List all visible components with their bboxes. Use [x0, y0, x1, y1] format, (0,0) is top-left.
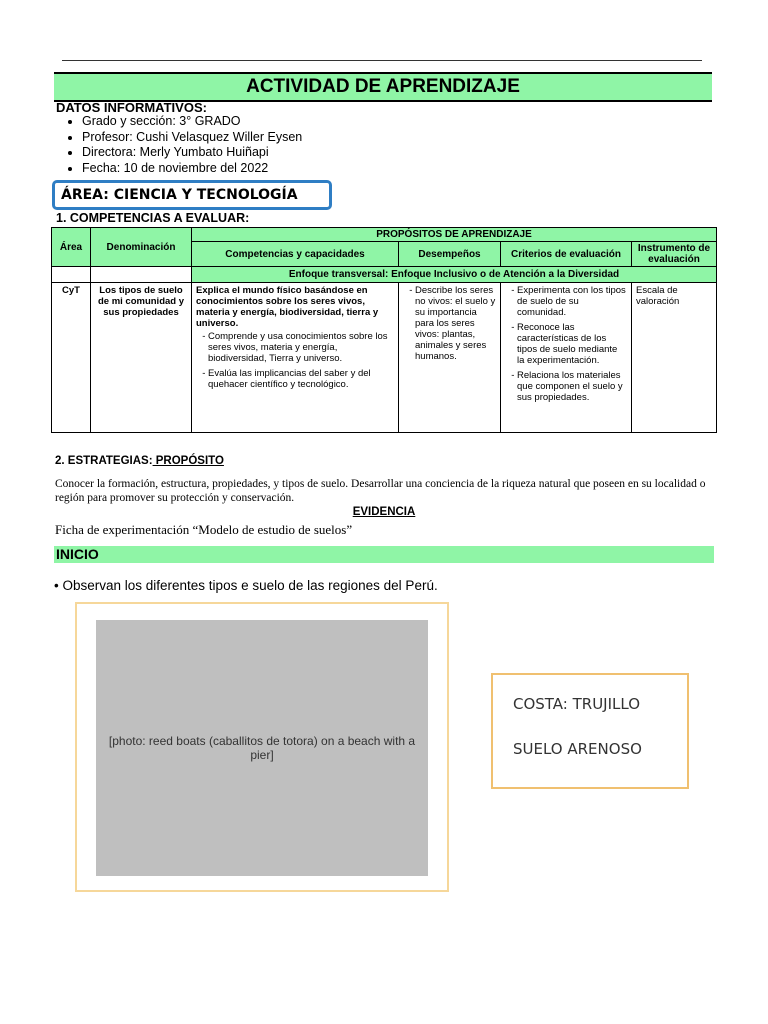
competencias-heading: 1. COMPETENCIAS A EVALUAR: [56, 211, 250, 225]
cell-criterios [501, 283, 632, 433]
beach-photo: [photo: reed boats (caballitos de totora) on a beach with a pier] [96, 620, 428, 876]
header-competencias: Competencias y capacidades [192, 242, 399, 267]
header-area: Área [52, 228, 91, 267]
cell-denominacion: Los tipos de suelo de mi comunidad y sus propiedades [91, 283, 192, 433]
criterios-list [505, 285, 627, 403]
list-item: - Evalúa las implicancias del saber y del quehacer científico y tecnológico. [208, 368, 394, 390]
top-rule [62, 60, 702, 61]
estrategias-heading: 2. ESTRATEGIAS: PROPÓSITO [55, 455, 224, 467]
competencia-main: Explica el mundo físico basándose en conocimientos sobre los seres vivos, materia y energía, biodiversidad, tierra y universo. [196, 285, 379, 329]
capacidades-list [196, 331, 394, 390]
costa-line: COSTA: TRUJILLO [513, 695, 641, 713]
suelo-line: SUELO ARENOSO [513, 740, 642, 758]
cell-desempenos [399, 283, 501, 433]
header-criterios: Criterios de evaluación [501, 242, 632, 267]
desempenos-list [403, 285, 496, 362]
header-instrumento: Instrumento de evaluación [632, 242, 717, 267]
evidencia-label: EVIDENCIA [352, 506, 416, 518]
costa-label-box [491, 673, 689, 789]
list-item: - Experimenta con los tipos de suelo de su comunidad. [517, 285, 627, 318]
observan-bullet: • Observan los diferentes tipos e suelo de las regiones del Perú. [54, 578, 438, 593]
list-item: • Grado y sección: 3° GRADO [82, 114, 302, 130]
datos-list [56, 114, 302, 176]
list-item: - Relaciona los materiales que componen el suelo y sus propiedades. [517, 370, 627, 403]
cell-instrumento: Escala de valoración [632, 283, 717, 433]
table-row [52, 283, 717, 433]
enfoque-transversal: Enfoque transversal: Enfoque Inclusivo o de Atención a la Diversidad [192, 267, 717, 283]
list-item: • Fecha: 10 de noviembre del 2022 [82, 161, 302, 177]
page-title: ACTIVIDAD DE APRENDIZAJE [54, 72, 712, 102]
list-item: - Describe los seres no vivos: el suelo y su importancia para los seres vivos: plantas, animales y seres humanos. [415, 285, 496, 362]
competencias-table [51, 227, 717, 433]
proposito-label: PROPÓSITO [152, 455, 224, 467]
area-label: ÁREA: CIENCIA Y TECNOLOGÍA [52, 180, 332, 210]
cell-competencias [192, 283, 399, 433]
evidencia-text: Ficha de experimentación “Modelo de estudio de suelos” [55, 522, 353, 537]
list-item: - Reconoce las características de los tipos de suelo mediante la experimentación. [517, 322, 627, 366]
inicio-heading: INICIO [54, 546, 714, 563]
cell-area: CyT [52, 283, 91, 433]
datos-heading: DATOS INFORMATIVOS: [56, 100, 207, 115]
header-desempenos: Desempeños [399, 242, 501, 267]
proposito-text: Conocer la formación, estructura, propiedades, y tipos de suelo. Desarrollar una conciencia de la riqueza natural que poseen en su localidad o región para promover su protección y conservación. [55, 478, 706, 504]
list-item: • Profesor: Cushi Velasquez Willer Eysen [82, 130, 302, 146]
list-item: - Comprende y usa conocimientos sobre los seres vivos, materia y energía, biodiversidad, Tierra y universo. [208, 331, 394, 364]
header-denominacion: Denominación [91, 228, 192, 267]
header-propositos: PROPÓSITOS DE APRENDIZAJE [192, 228, 717, 242]
list-item: • Directora: Merly Yumbato Huiñapi [82, 145, 302, 161]
